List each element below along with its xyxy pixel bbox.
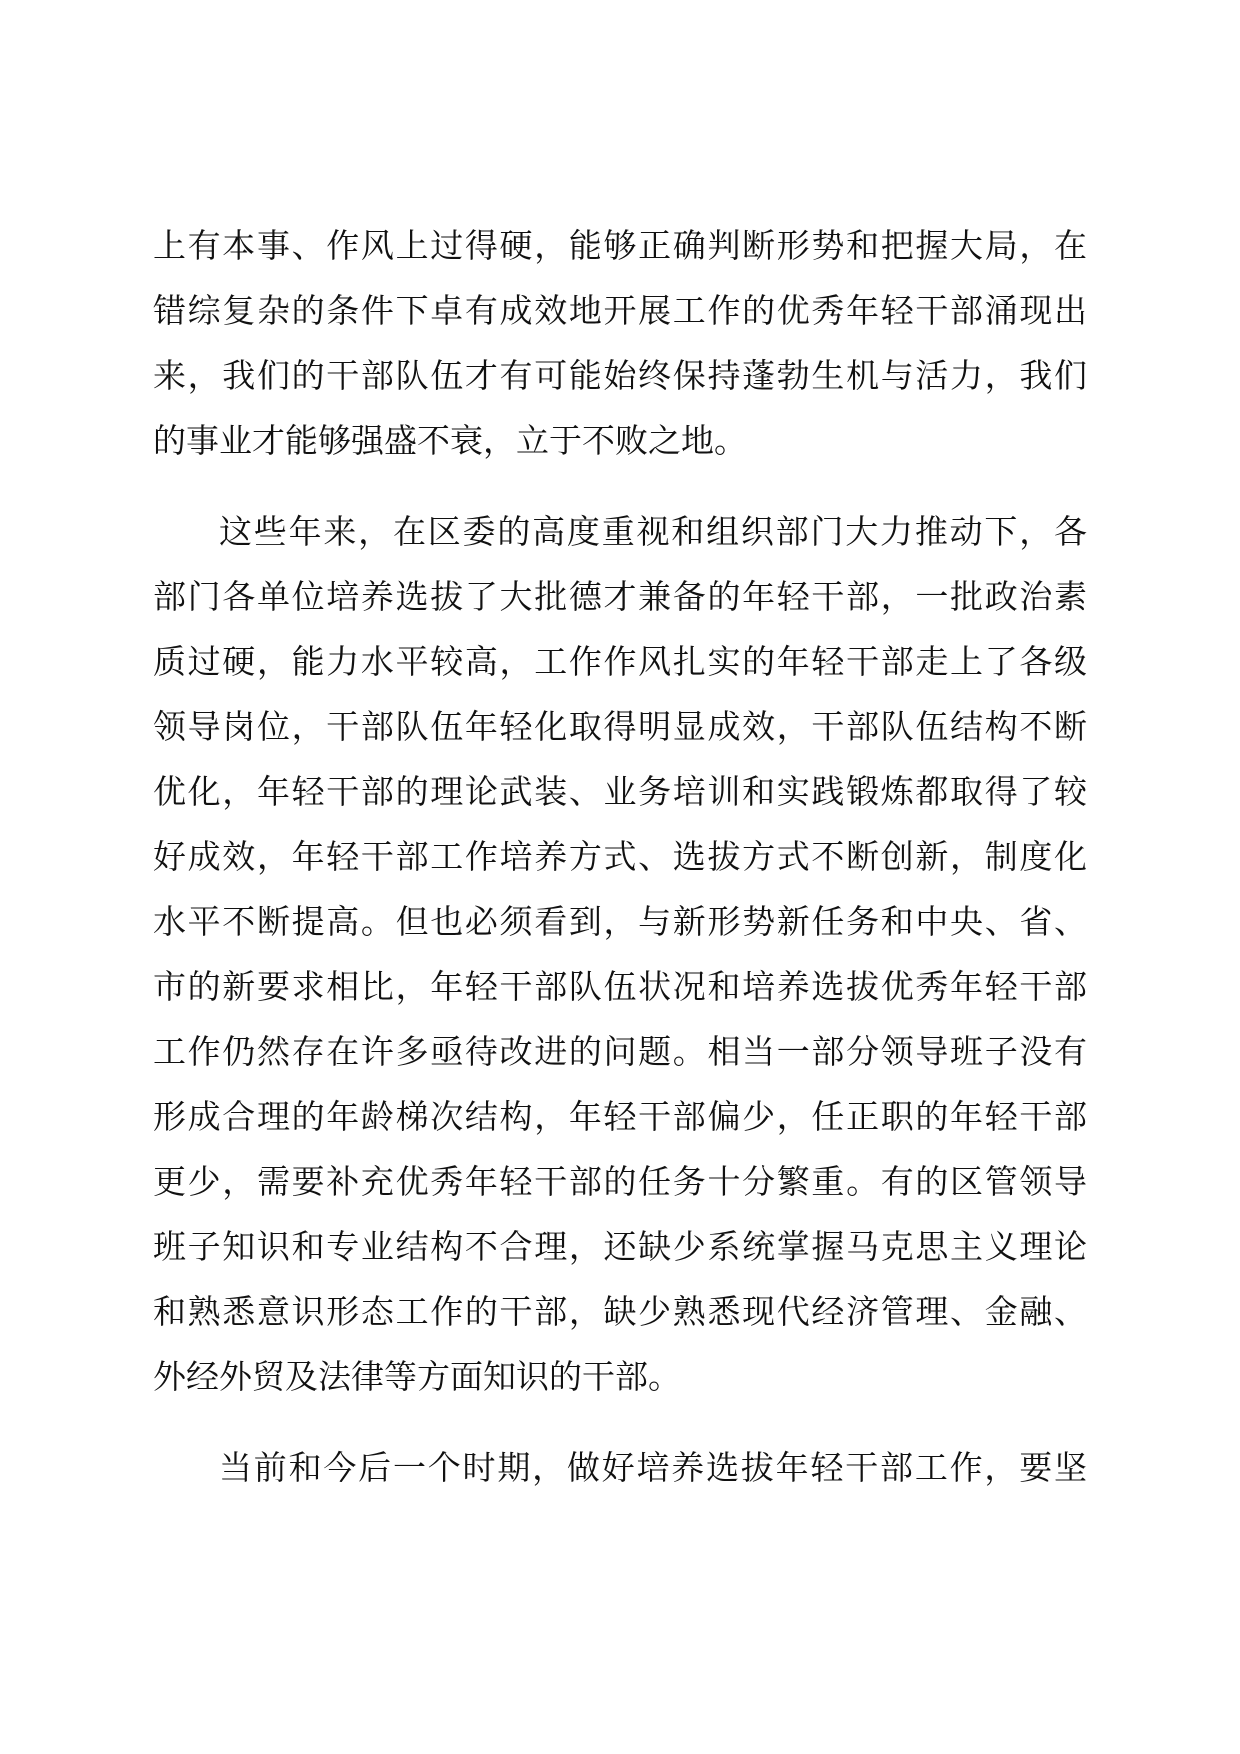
text-line: 优化，年轻干部的理论武装、业务培训和实践锻炼都取得了较 bbox=[153, 772, 1087, 811]
text-line: 错综复杂的条件下卓有成效地开展工作的优秀年轻干部涌现出 bbox=[153, 291, 1087, 330]
text-line: 形成合理的年龄梯次结构，年轻干部偏少，任正职的年轻干部 bbox=[153, 1097, 1087, 1136]
text-line: 工作仍然存在许多亟待改进的问题。相当一部分领导班子没有 bbox=[153, 1032, 1087, 1071]
text-line: 质过硬，能力水平较高，工作作风扎实的年轻干部走上了各级 bbox=[153, 642, 1087, 681]
text-line: 更少，需要补充优秀年轻干部的任务十分繁重。有的区管领导 bbox=[153, 1162, 1087, 1201]
text-line: 来，我们的干部队伍才有可能始终保持蓬勃生机与活力，我们 bbox=[153, 356, 1087, 395]
text-line: 和熟悉意识形态工作的干部，缺少熟悉现代经济管理、金融、 bbox=[153, 1292, 1087, 1331]
text-line: 部门各单位培养选拔了大批德才兼备的年轻干部，一批政治素 bbox=[153, 577, 1087, 616]
text-line: 班子知识和专业结构不合理，还缺少系统掌握马克思主义理论 bbox=[153, 1227, 1087, 1266]
paragraph-3 bbox=[153, 1435, 1087, 1500]
text-line: 的事业才能够强盛不衰，立于不败之地。 bbox=[153, 421, 747, 460]
text-line: 外经外贸及法律等方面知识的干部。 bbox=[153, 1357, 681, 1396]
text-line: 水平不断提高。但也必须看到，与新形势新任务和中央、省、 bbox=[153, 902, 1087, 941]
text-line: 这些年来，在区委的高度重视和组织部门大力推动下，各 bbox=[219, 512, 1087, 551]
text-line: 上有本事、作风上过得硬，能够正确判断形势和把握大局，在 bbox=[153, 226, 1087, 265]
text-line: 好成效，年轻干部工作培养方式、选拔方式不断创新，制度化 bbox=[153, 837, 1087, 876]
paragraph-1 bbox=[153, 213, 1087, 473]
text-line: 当前和今后一个时期，做好培养选拔年轻干部工作，要坚 bbox=[219, 1448, 1087, 1487]
text-line: 领导岗位，干部队伍年轻化取得明显成效，干部队伍结构不断 bbox=[153, 707, 1087, 746]
text-line: 市的新要求相比，年轻干部队伍状况和培养选拔优秀年轻干部 bbox=[153, 967, 1087, 1006]
paragraph-2 bbox=[153, 499, 1087, 1409]
document-body bbox=[153, 213, 1087, 1526]
